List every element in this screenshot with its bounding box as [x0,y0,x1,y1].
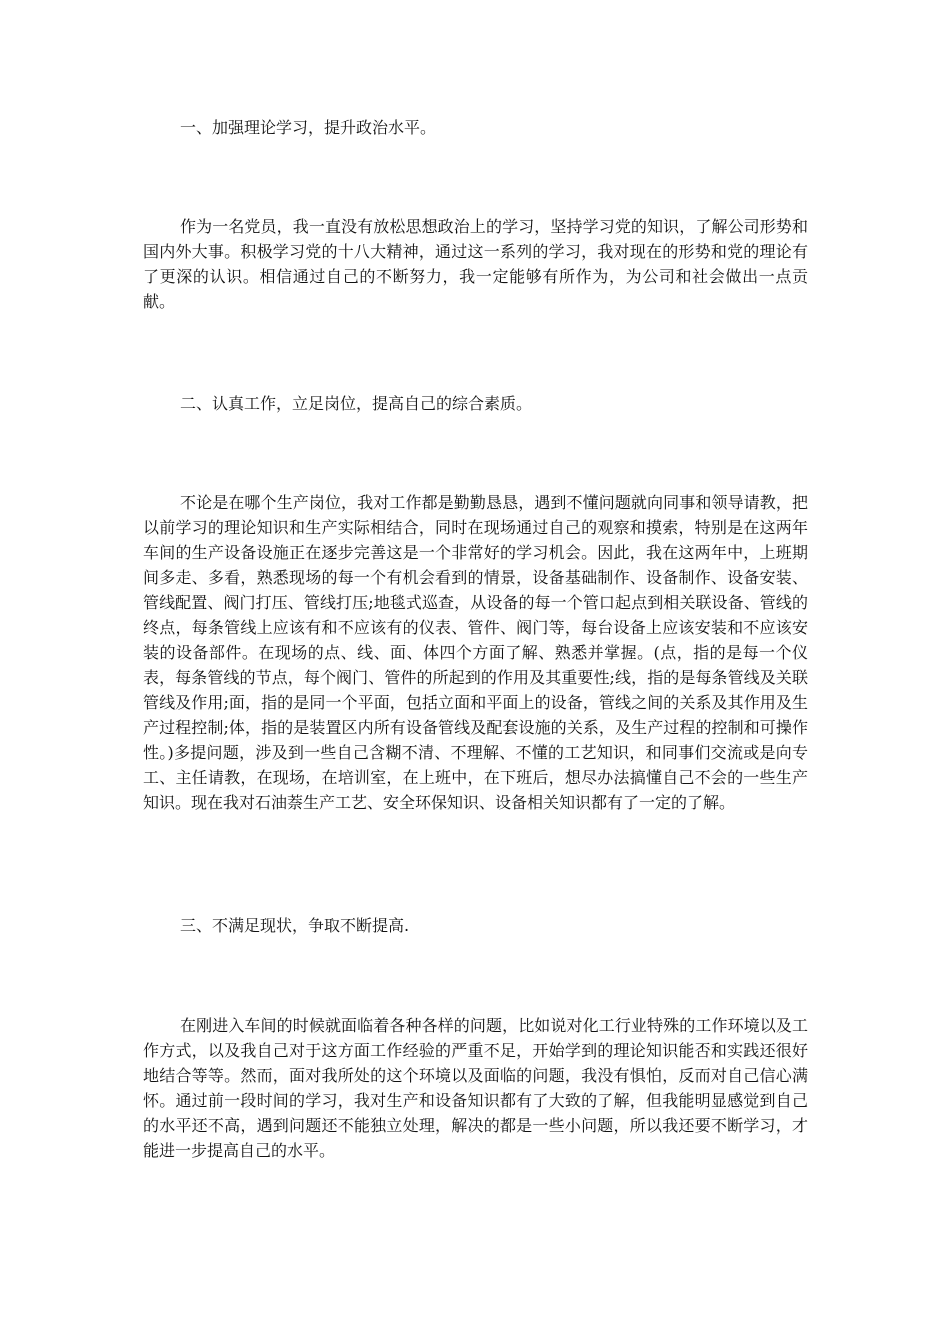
section-paragraph-3: 在刚进入车间的时候就面临着各种各样的问题，比如说对化工行业特殊的工作环境以及工作方式，以及我自己对于这方面工作经验的严重不足，开始学到的理论知识能否和实践还很好地结合等等。然而，面对我所处的这个环境以及面临的问题，我没有惧怕，反而对自己信心满怀。通过前一段时间的学习，我对生产和设备知识都有了大致的了解，但我能明显感觉到自己的水平还不高，遇到问题还不能独立处理，解决的都是一些小问题，所以我还要不断学习，才能进一步提高自己的水平。 [143,1016,808,1160]
section-heading-1: 一、加强理论学习，提升政治水平。 [180,118,437,137]
section-heading-2: 二、认真工作，立足岗位，提高自己的综合素质。 [180,394,533,413]
section-paragraph-1: 作为一名党员，我一直没有放松思想政治上的学习，坚持学习党的知识，了解公司形势和国内外大事。积极学习党的十八大精神，通过这一系列的学习，我对现在的形势和党的理论有了更深的认识。相信通过自己的不断努力，我一定能够有所作为，为公司和社会做出一点贡献。 [143,217,808,311]
section-paragraph-2: 不论是在哪个生产岗位，我对工作都是勤勤恳恳，遇到不懂问题就向同事和领导请教，把以前学习的理论知识和生产实际相结合，同时在现场通过自己的观察和摸索，特别是在这两年车间的生产设备设施正在逐步完善这是一个非常好的学习机会。因此，我在这两年中，上班期间多走、多看，熟悉现场的每一个有机会看到的情景，设备基础制作、设备制作、设备安装、管线配置、阀门打压、管线打压;地毯式巡查，从设备的每一个管口起点到相关联设备、管线的终点，每条管线上应该有和不应该有的仪表、管件、阀门等，每台设备上应该安装和不应该安装的设备部件。在现场的点、线、面、体四个方面了解、熟悉并掌握。(点，指的是每一个仪表，每条管线的节点，每个阀门、管件的所起到的作用及其重要性;线，指的是每条管线及关联管线及作用;面，指的是同一个平面，包括立面和平面上的设备，管线之间的关系及其作用及生产过程控制;体，指的是装置区内所有设备管线及配套设施的关系，及生产过程的控制和可操作性。)多提问题，涉及到一些自己含糊不清、不理解、不懂的工艺知识，和同事们交流或是向专工、主任请教，在现场，在培训室，在上班中，在下班后，想尽办法搞懂自己不会的一些生产知识。现在我对石油萘生产工艺、安全环保知识、设备相关知识都有了一定的了解。 [143,493,808,812]
section-heading-3: 三、不满足现状，争取不断提高. [180,916,410,935]
